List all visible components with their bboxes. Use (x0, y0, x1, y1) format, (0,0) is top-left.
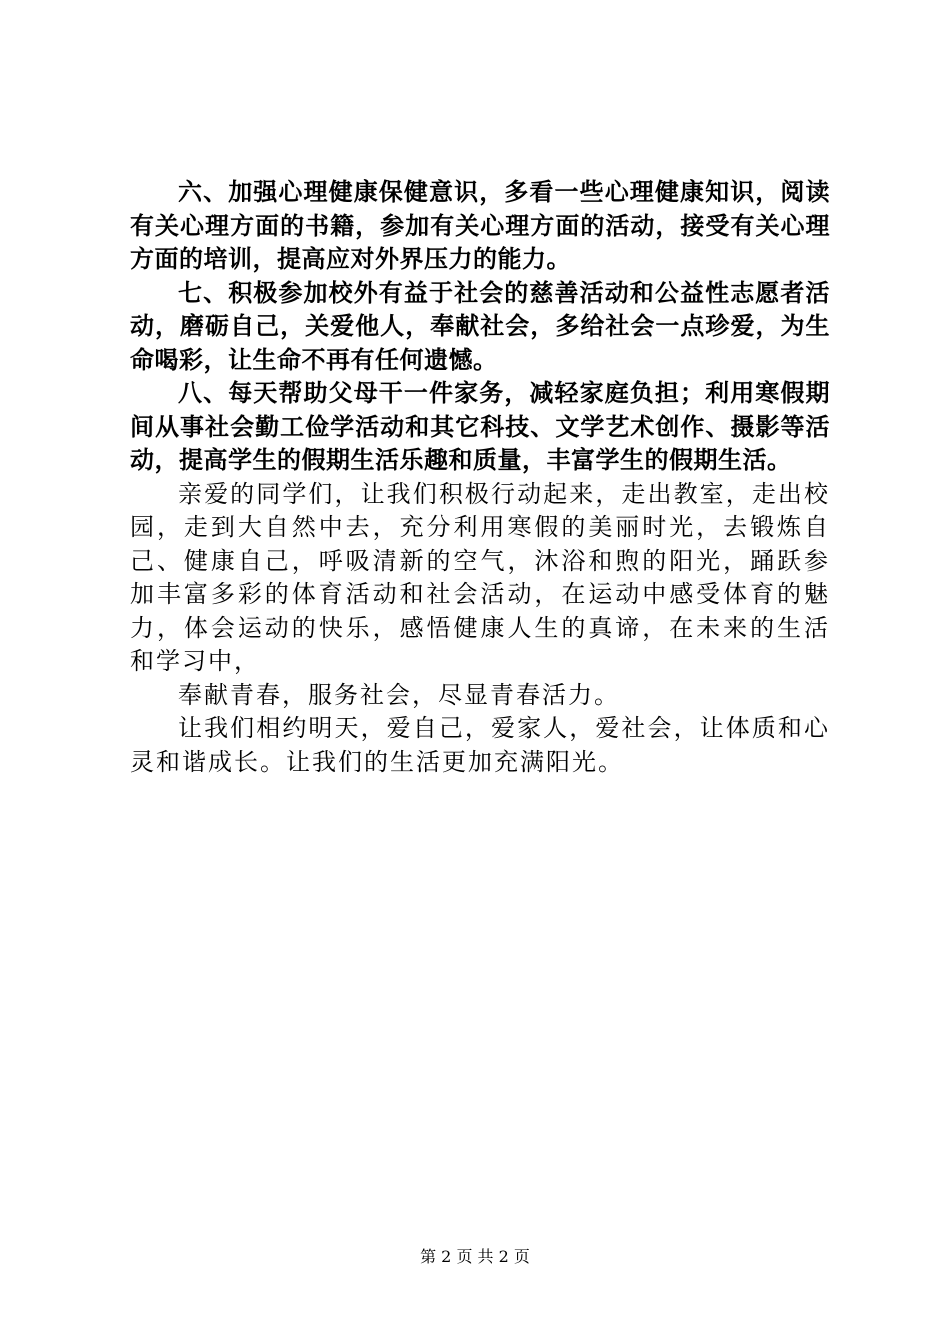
page-footer: 第 2 页 共 2 页 (420, 1247, 530, 1266)
paragraph-item-6: 六、加强心理健康保健意识，多看一些心理健康知识，阅读有关心理方面的书籍，参加有关心理方面的活动，接受有关心理方面的培训，提高应对外界压力的能力。 (130, 178, 830, 273)
paragraph-closing: 让我们相约明天，爱自己，爱家人，爱社会，让体质和心灵和谐成长。让我们的生活更加充满阳光。 (130, 714, 830, 776)
paragraph-item-8: 八、每天帮助父母干一件家务，减轻家庭负担；利用寒假期间从事社会勤工俭学活动和其它科技、文学艺术创作、摄影等活动，提高学生的假期生活乐趣和质量，丰富学生的假期生活。 (130, 379, 830, 474)
paragraph-appeal: 亲爱的同学们，让我们积极行动起来，走出教室，走出校园，走到大自然中去，充分利用寒假的美丽时光，去锻炼自己、健康自己，呼吸清新的空气，沐浴和煦的阳光，踊跃参加丰富多彩的体育活动和社会活动，在运动中感受体育的魅力，体会运动的快乐，感悟健康人生的真谛，在未来的生活和学习中， (130, 479, 830, 675)
paragraph-item-7: 七、积极参加校外有益于社会的慈善活动和公益性志愿者活动，磨砺自己，关爱他人，奉献社会，多给社会一点珍爱，为生命喝彩，让生命不再有任何遗憾。 (130, 278, 830, 374)
document-body (130, 176, 830, 779)
paragraph-dedication: 奉献青春，服务社会，尽显青春活力。 (178, 680, 620, 709)
